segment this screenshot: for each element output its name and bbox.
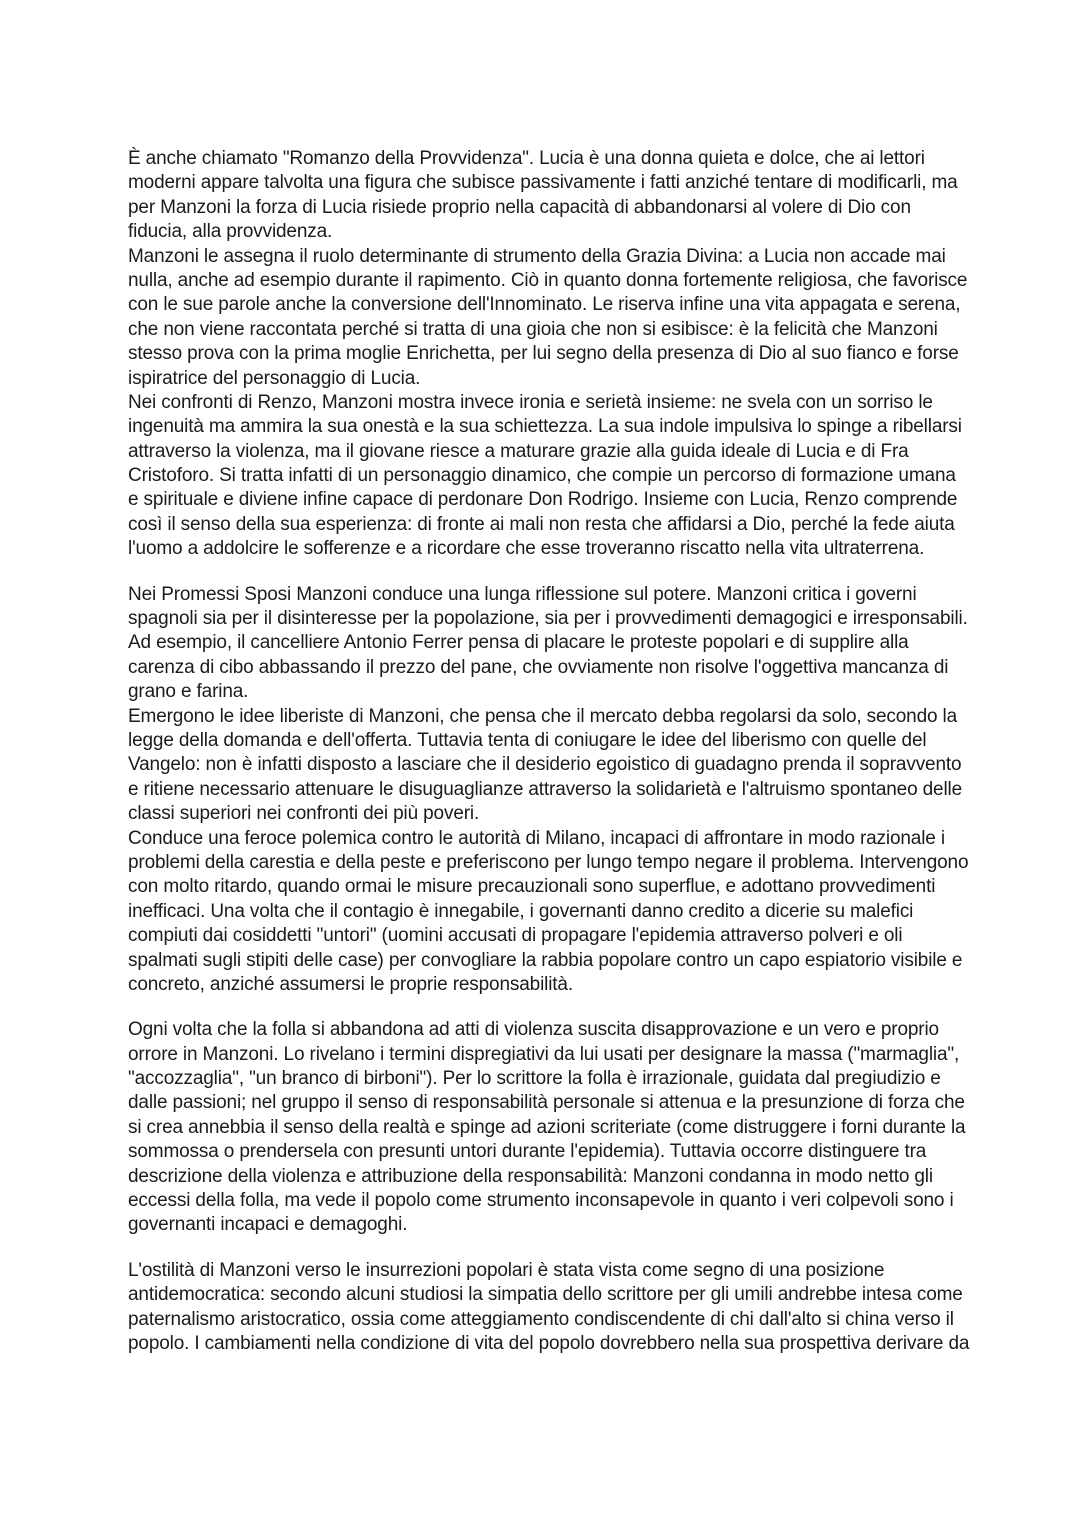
- text-line: per Manzoni la forza di Lucia risiede proprio nella capacità di abbandonarsi al volere di Dio con: [128, 196, 911, 218]
- text-line: antidemocratica: secondo alcuni studiosi la simpatia dello scrittore per gli umili andrebbe intesa come: [128, 1284, 963, 1306]
- text-line: Manzoni le assegna il ruolo determinante di strumento della Grazia Divina: a Lucia non accade mai: [128, 245, 946, 267]
- text-line: moderni appare talvolta una figura che subisce passivamente i fatti anziché tentare di modificarli, ma: [128, 172, 958, 194]
- text-line: problemi della carestia e della peste e preferiscono per lungo tempo negare il problema. Intervengono: [128, 851, 969, 873]
- text-line: Ad esempio, il cancelliere Antonio Ferrer pensa di placare le proteste popolari e di supplire alla: [128, 632, 909, 654]
- text-line: carenza di cibo abbassando il prezzo del pane, che ovviamente non risolve l'oggettiva mancanza di: [128, 656, 949, 678]
- text-line: compiuti dai cosiddetti "untori" (uomini accusati di propagare l'epidemia attraverso polveri e oli: [128, 925, 903, 947]
- document-page: [128, 147, 970, 1356]
- text-line: popolo. I cambiamenti nella condizione di vita del popolo dovrebbero nella sua prospettiva derivare da: [128, 1332, 970, 1354]
- text-line: eccessi della folla, ma vede il popolo come strumento inconsapevole in quanto i veri colpevoli sono i: [128, 1190, 954, 1212]
- text-line: così il senso della sua esperienza: di fronte ai mali non resta che affidarsi a Dio, perché la fede aiuta: [128, 513, 955, 535]
- paragraph-group: [128, 1259, 970, 1357]
- text-line: e spirituale e diviene infine capace di perdonare Don Rodrigo. Insieme con Lucia, Renzo comprende: [128, 489, 958, 511]
- text-line: grano e farina.: [128, 681, 249, 703]
- paragraph-group: [128, 147, 968, 562]
- text-line: stesso prova con la prima moglie Enrichetta, per lui segno della presenza di Dio al suo fianco e forse: [128, 343, 959, 365]
- text-line: l'uomo a addolcire le sofferenze e a ricordare che esse troveranno riscatto nella vita ultraterrena.: [128, 538, 925, 560]
- text-line: con molto ritardo, quando ormai le misure precauzionali sono superflue, e adottano provvedimenti: [128, 876, 936, 898]
- text-line: "accozzaglia", "un branco di birboni"). Per lo scrittore la folla è irrazionale, guidata dal pregiudizio e: [128, 1068, 941, 1090]
- text-line: sommossa o prendersela con presunti untori durante l'epidemia). Tuttavia occorre distinguere tra: [128, 1141, 927, 1163]
- text-line: Conduce una feroce polemica contro le autorità di Milano, incapaci di affrontare in modo razionale i: [128, 827, 945, 849]
- text-line: Emergono le idee liberiste di Manzoni, che pensa che il mercato debba regolarsi da solo, secondo la: [128, 705, 958, 727]
- text-line: dalle passioni; nel gruppo il senso di responsabilità personale si attenua e la presunzione di forza che: [128, 1092, 965, 1114]
- text-line: si crea annebbia il senso della realtà e spinge ad azioni scriteriate (come distruggere i forni durante la: [128, 1116, 966, 1138]
- text-line: L'ostilità di Manzoni verso le insurrezioni popolari è stata vista come segno di una posizione: [128, 1259, 885, 1281]
- text-line: fiducia, alla provvidenza.: [128, 221, 333, 243]
- text-line: Nei confronti di Renzo, Manzoni mostra invece ironia e serietà insieme: ne svela con un sorriso le: [128, 391, 933, 413]
- text-line: governanti incapaci e demagoghi.: [128, 1214, 408, 1236]
- text-line: con le sue parole anche la conversione dell'Innominato. Le riserva infine una vita appagata e serena,: [128, 294, 961, 316]
- document-body: [128, 147, 970, 1356]
- text-line: legge della domanda e dell'offerta. Tuttavia tenta di coniugare le idee del liberismo con quelle del: [128, 729, 927, 751]
- text-line: Ogni volta che la folla si abbandona ad atti di violenza suscita disapprovazione e un vero e proprio: [128, 1019, 939, 1041]
- paragraph-group: [128, 1018, 966, 1238]
- text-line: spalmati sugli stipiti delle case) per convogliare la rabbia popolare contro un capo espiatorio visibile e: [128, 949, 963, 971]
- text-line: nulla, anche ad esempio durante il rapimento. Ciò in quanto donna fortemente religiosa, che favorisce: [128, 269, 968, 291]
- text-line: descrizione della violenza e attribuzione della responsabilità: Manzoni condanna in modo netto gli: [128, 1165, 933, 1187]
- text-line: attraverso la violenza, ma il giovane riesce a maturare grazie alla guida ideale di Lucia e di Fra: [128, 440, 909, 462]
- text-line: Nei Promessi Sposi Manzoni conduce una lunga riflessione sul potere. Manzoni critica i governi: [128, 583, 917, 605]
- text-line: paternalismo aristocratico, ossia come atteggiamento condiscendente di chi dall'alto si china verso il: [128, 1308, 954, 1330]
- text-line: Cristoforo. Si tratta infatti di un personaggio dinamico, che compie un percorso di formazione umana: [128, 465, 956, 487]
- text-line: È anche chiamato "Romanzo della Provvidenza". Lucia è una donna quieta e dolce, che ai lettori: [128, 148, 925, 169]
- text-line: classi superiori nei confronti dei più poveri.: [128, 803, 480, 825]
- text-line: e ritiene necessario attenuare le disuguaglianze attraverso la solidarietà e l'altruismo spontaneo delle: [128, 778, 963, 800]
- text-line: spagnoli sia per il disinteresse per la popolazione, sia per i provvedimenti demagogici e irresponsabili.: [128, 608, 968, 630]
- paragraph-group: [128, 583, 969, 998]
- text-line: orrore in Manzoni. Lo rivelano i termini dispregiativi da lui usati per designare la massa ("marmaglia",: [128, 1043, 960, 1065]
- text-line: inefficaci. Una volta che il contagio è innegabile, i governanti danno credito a dicerie su malefici: [128, 900, 914, 922]
- text-line: ispiratrice del personaggio di Lucia.: [128, 367, 421, 389]
- text-line: concreto, anziché assumersi le proprie responsabilità.: [128, 973, 573, 995]
- text-line: ingenuità ma ammira la sua onestà e la sua schiettezza. La sua indole impulsiva lo spinge a ribellarsi: [128, 416, 962, 438]
- text-line: che non viene raccontata perché si tratta di una gioia che non si esibisce: è la felicità che Manzoni: [128, 318, 938, 340]
- text-line: Vangelo: non è infatti disposto a lasciare che il desiderio egoistico di guadagno prenda il sopravvento: [128, 754, 962, 776]
